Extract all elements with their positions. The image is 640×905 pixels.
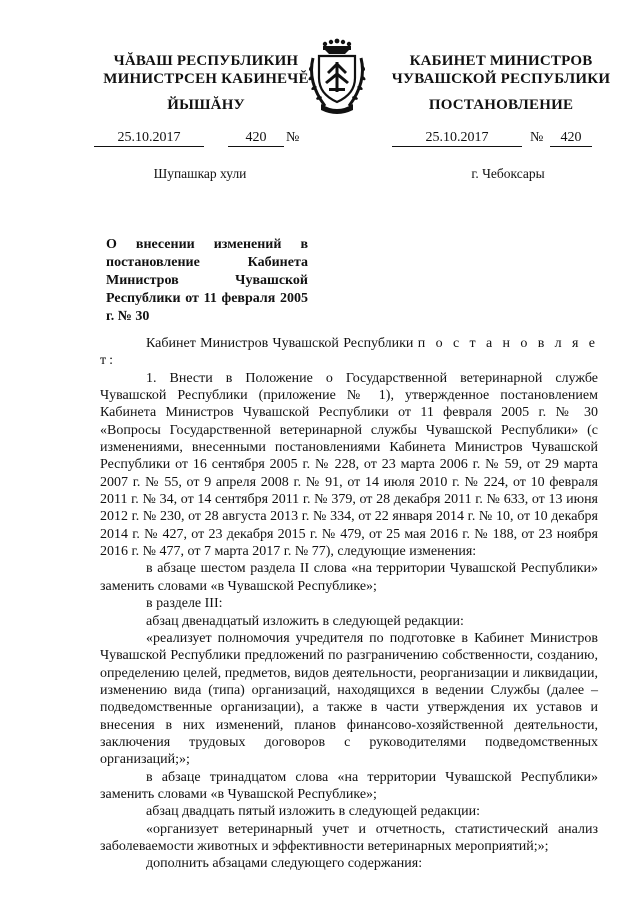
body-paragraph: 1. Внести в Положение о Государственной ветеринарной службе Чувашской Республики (приложение № 1), утвержденное постановлением Кабинета Министров Чувашской Республики от 11 февраля 2005 г. № 30 «Вопросы Государственной ветеринарной службы Чувашской Республики» (с изменениями, внесенными постановлениями Кабинета Министров Чувашской Республики от 16 сентября 2005 г. № 228, от 23 марта 2006 г. № 59, от 29 марта 2007 г. № 55, от 9 апреля 2008 г. № 91, от 14 июля 2010 г. № 224, от 10 февраля 2011 г. № 34, от 14 сентября 2011 г. № 379, от 28 декабря 2011 г. № 633, от 13 июня 2012 г. № 230, от 28 августа 2013 г. № 334, от 22 января 2014 г. № 10, от 10 декабря 2014 г. № 427, от 23 декабря 2015 г. № 479, от 25 мая 2016 г. № 188, от 23 ноября 2016 г. № 477, от 7 марта 2017 г. № 77), следующие изменения:	[100, 370, 598, 560]
right-date: 25.10.2017	[392, 130, 522, 147]
left-header-title	[92, 52, 320, 88]
place-left: Шупашкар хули	[153, 166, 247, 181]
right-header-title	[385, 52, 617, 88]
place-right: г. Чебоксары	[471, 166, 545, 181]
left-header-line-1: ЧĂВАШ РЕСПУБЛИКИН	[113, 53, 299, 69]
left-number-line	[94, 130, 306, 148]
right-no-sign: №	[530, 130, 544, 145]
left-header-line-2: МИНИСТРСЕН КАБИНЕЧĔ	[103, 71, 309, 87]
right-doc-type: ПОСТАНОВЛЕНИЕ	[428, 97, 574, 113]
body-intro	[100, 335, 598, 370]
left-number: 420	[228, 130, 284, 147]
left-no-sign: №	[286, 130, 300, 145]
left-date: 25.10.2017	[94, 130, 204, 147]
left-doc-type: ЙЫШĂНУ	[167, 97, 245, 113]
body-paragraph: абзац двадцать пятый изложить в следующей редакции:	[146, 804, 481, 820]
intro-lead: Кабинет Министров Чувашской Республики	[146, 336, 414, 351]
body-paragraph: абзац двенадцатый изложить в следующей редакции:	[146, 613, 464, 629]
right-header-line-2: ЧУВАШСКОЙ РЕСПУБЛИКИ	[391, 71, 611, 87]
body-paragraph: «реализует полномочия учредителя по подготовке в Кабинет Министров Чувашской Республики предложений по разграничению собственности, созданию, определению целей, предметов, видов деятельности, реорганизации и ликвидации, изменению вида (типа) организаций, находящихся в ведении Службы (далее – подведомственные организации), а также в части утверждения их уставов и внесения в них изменений, планов финансово-хозяйственной деятельности, заключения трудовых договоров с руководителями подведомственных организаций;»;	[100, 630, 598, 768]
document-body	[100, 335, 598, 873]
body-paragraph: в абзаце шестом раздела II слова «на территории Чувашской Республики» заменить словами «в Чувашской Республике»;	[100, 561, 598, 594]
body-paragraph: в абзаце тринадцатом слова «на территории Чувашской Республики» заменить словами «в Чувашской Республике»;	[100, 769, 598, 802]
intro-resolves: п о с т а н о в л я е т:	[100, 336, 598, 369]
body-paragraph: «организует ветеринарный учет и отчетность, статистический анализ заболеваемости животных и эффективности ветеринарных мероприятий;»;	[100, 821, 598, 854]
right-number: 420	[550, 130, 592, 147]
document-subject: О внесении изменений в постановление Кабинета Министров Чувашской Республики от 11 февраля 2005 г. № 30	[106, 237, 308, 324]
coat-of-arms-icon	[305, 38, 369, 116]
right-number-line	[392, 130, 604, 148]
body-paragraph: дополнить абзацами следующего содержания:	[146, 856, 423, 872]
right-header-line-1: КАБИНЕТ МИНИСТРОВ	[409, 53, 593, 69]
body-paragraph: в разделе III:	[146, 596, 223, 612]
